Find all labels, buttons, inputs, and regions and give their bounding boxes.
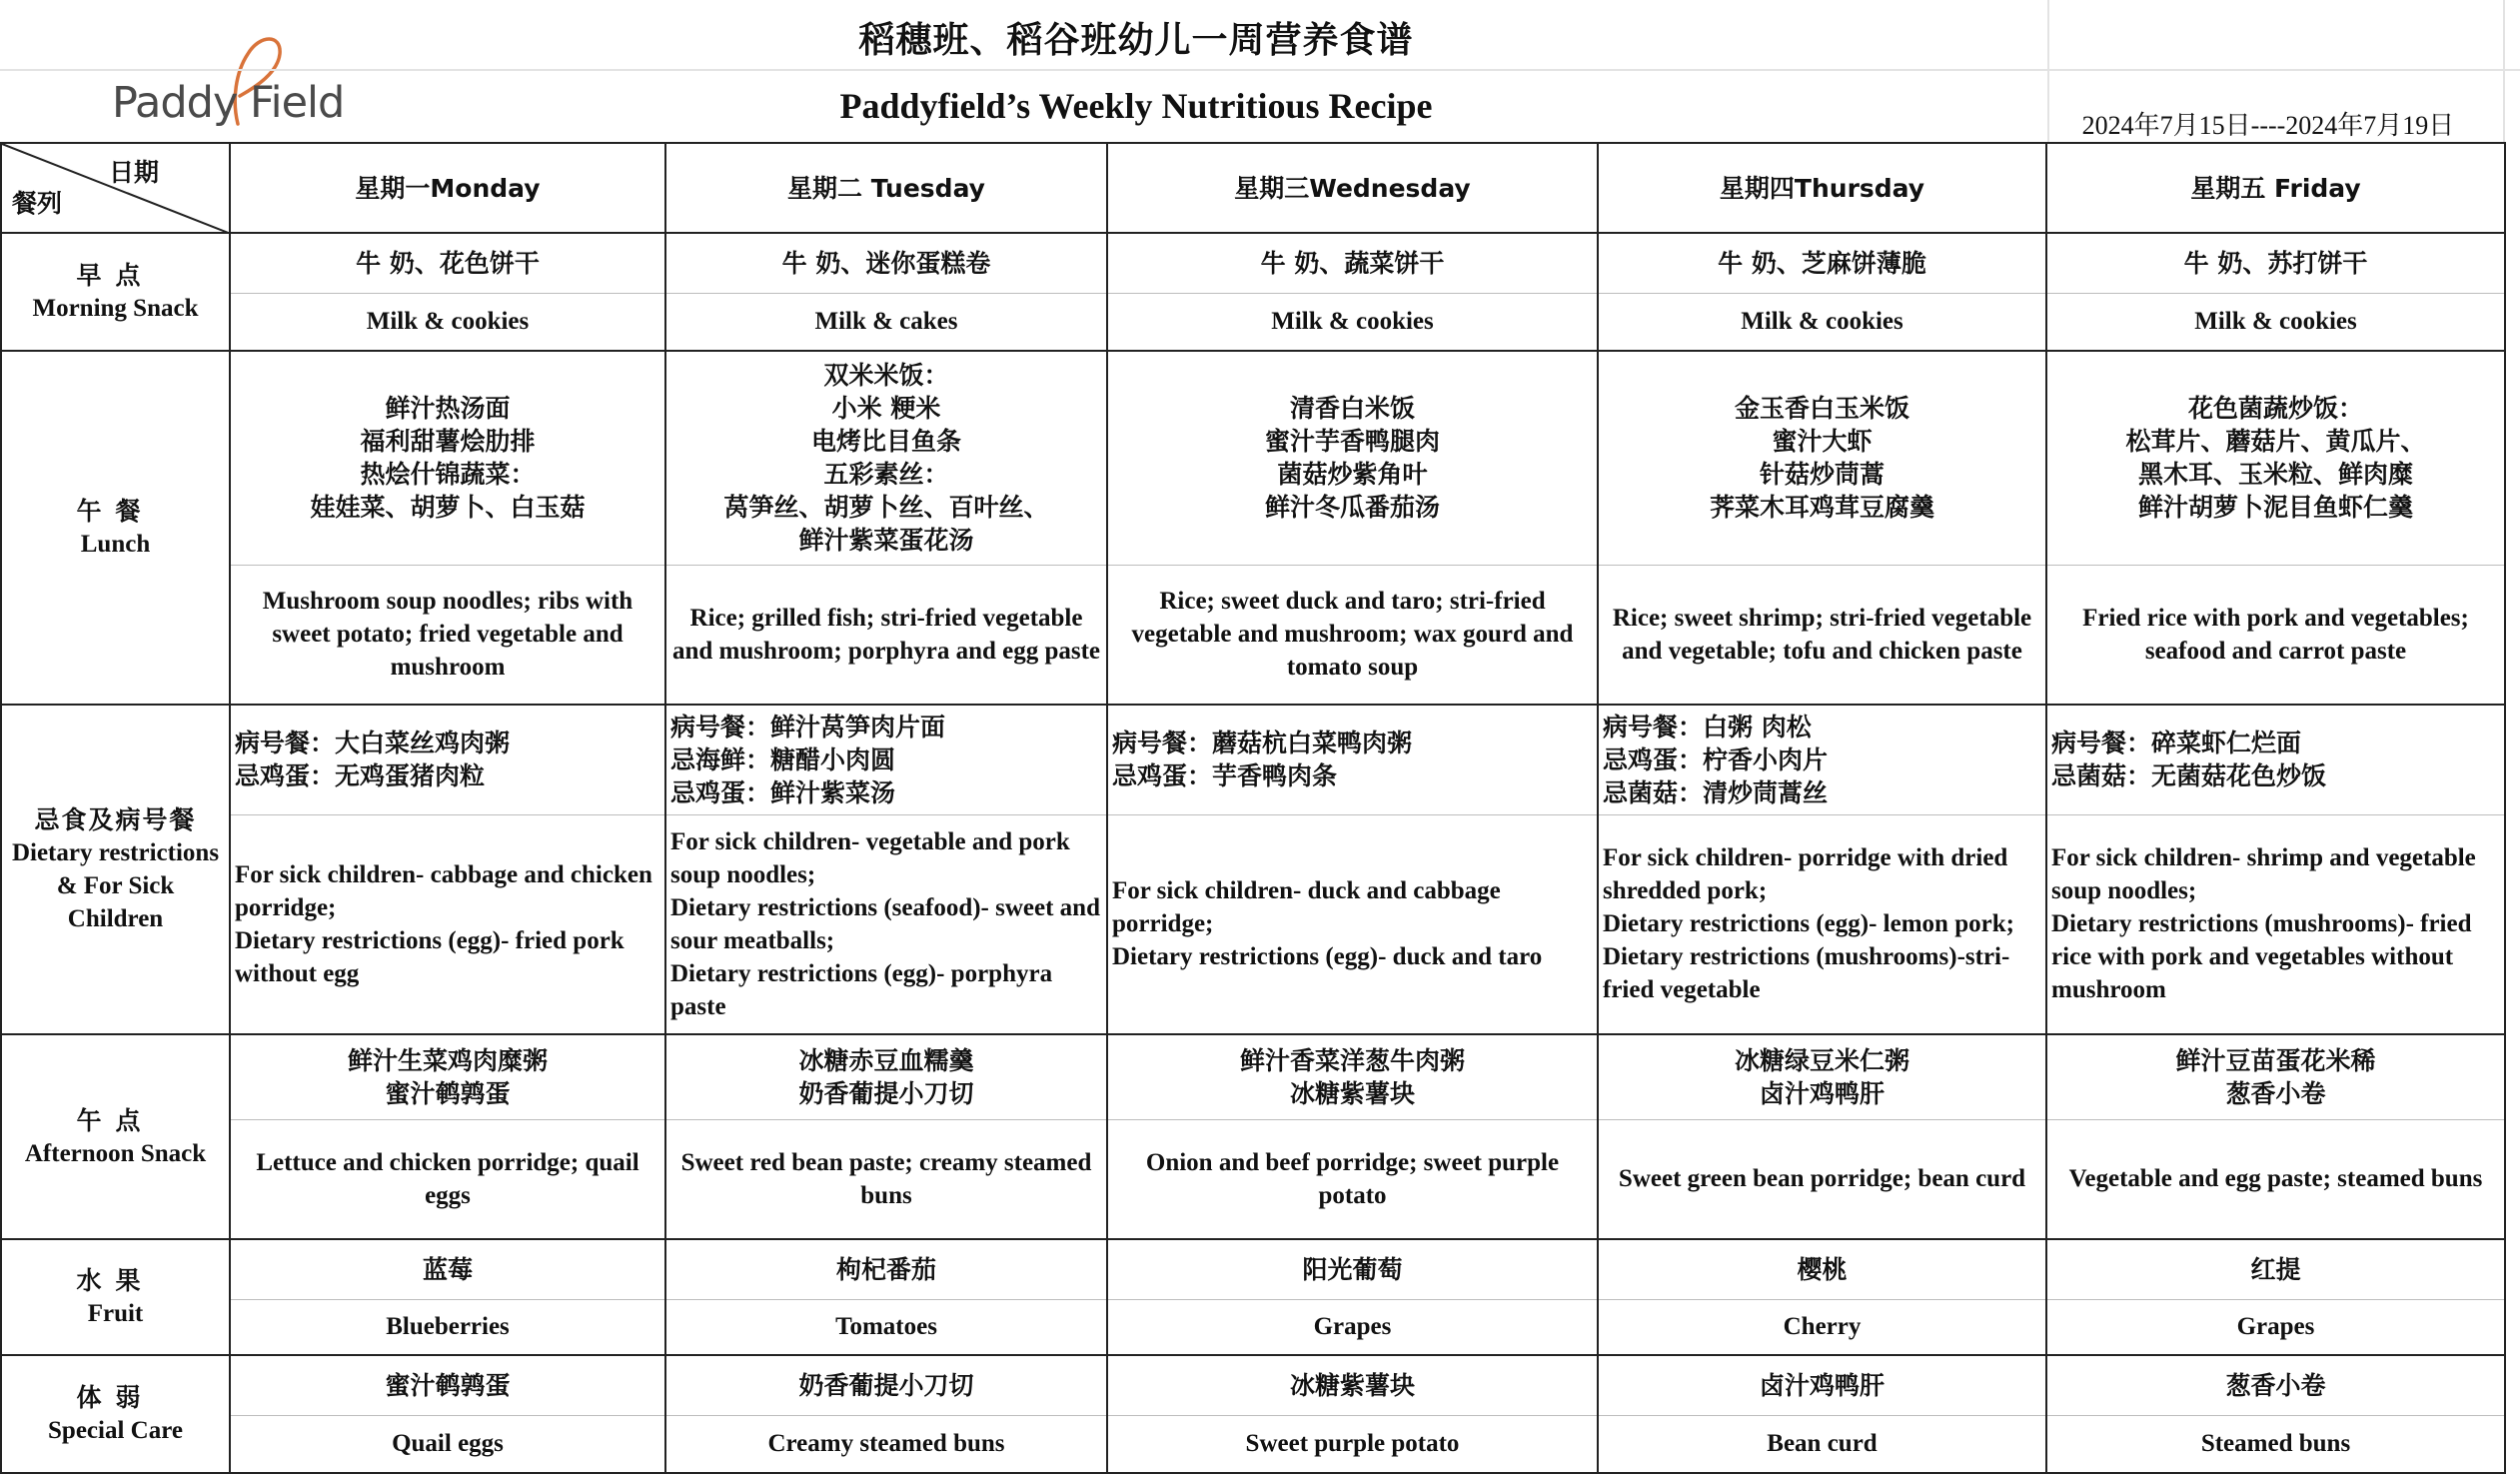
meal-label-en: Special Care (48, 1417, 183, 1444)
menu-cell: Milk & cookies (1598, 293, 2046, 351)
morning-snack-row-cn (1, 233, 2505, 293)
menu-cell: 冰糖赤豆血糯羹 奶香葡提小刀切 (665, 1034, 1107, 1119)
day-header-monday: 星期一Monday (230, 143, 665, 233)
menu-cell: Grapes (1107, 1299, 1598, 1355)
meal-label-special (1, 1355, 230, 1473)
menu-cell: 奶香葡提小刀切 (665, 1355, 1107, 1415)
meal-label-en: Dietary restrictions & For Sick Children (11, 839, 220, 932)
menu-cell: 鲜汁香菜洋葱牛肉粥 冰糖紫薯块 (1107, 1034, 1598, 1119)
logo-text: Paddy Field (112, 78, 345, 128)
meal-label-fruit (1, 1239, 230, 1355)
menu-cell: Steamed buns (2046, 1415, 2505, 1473)
lunch-row-en (1, 565, 2505, 705)
menu-cell: Bean curd (1598, 1415, 2046, 1473)
meal-label-morning (1, 233, 230, 351)
day-header-friday: 星期五 Friday (2046, 143, 2505, 233)
meal-label-en: Lunch (80, 531, 151, 558)
menu-cell: 红提 (2046, 1239, 2505, 1299)
menu-cell: For sick children- duck and cabbage porridge; Dietary restrictions (egg)- duck and taro (1107, 814, 1598, 1034)
menu-cell: Sweet purple potato (1107, 1415, 1598, 1473)
meal-label-cn: 体弱 (76, 1383, 155, 1412)
morning-snack-row-en (1, 293, 2505, 351)
document-header (0, 0, 2520, 142)
menu-cell: 牛 奶、苏打饼干 (2046, 233, 2505, 293)
meal-label-en: Afternoon Snack (24, 1139, 207, 1167)
menu-cell: Vegetable and egg paste; steamed buns (2046, 1119, 2505, 1239)
meal-label-cn: 午餐 (76, 497, 155, 526)
meal-label-cn: 忌食及病号餐 (34, 805, 197, 834)
menu-cell: Sweet red bean paste; creamy steamed buns (665, 1119, 1107, 1239)
meal-label-cn: 午点 (76, 1105, 155, 1135)
day-header-thursday: 星期四Thursday (1598, 143, 2046, 233)
menu-cell: Milk & cookies (2046, 293, 2505, 351)
menu-cell: Grapes (2046, 1299, 2505, 1355)
menu-cell: Blueberries (230, 1299, 665, 1355)
menu-cell: 鲜汁生菜鸡肉糜粥 蜜汁鹌鹑蛋 (230, 1034, 665, 1119)
menu-cell: For sick children- cabbage and chicken porridge; Dietary restrictions (egg)- fried pork without egg (230, 814, 665, 1034)
menu-cell: Creamy steamed buns (665, 1415, 1107, 1473)
menu-cell: Milk & cookies (230, 293, 665, 351)
menu-cell: 病号餐：鲜汁莴笋肉片面 忌海鲜：糖醋小肉圆 忌鸡蛋：鲜汁紫菜汤 (665, 705, 1107, 814)
menu-cell: 樱桃 (1598, 1239, 2046, 1299)
meal-label-dietary (1, 705, 230, 1034)
menu-cell: 葱香小卷 (2046, 1355, 2505, 1415)
menu-cell: 牛 奶、蔬菜饼干 (1107, 233, 1598, 293)
day-header-tuesday: 星期二 Tuesday (665, 143, 1107, 233)
meal-label-en: Morning Snack (32, 295, 199, 322)
meal-label-afternoon (1, 1034, 230, 1239)
menu-cell: 病号餐：蘑菇杭白菜鸭肉粥 忌鸡蛋：芋香鸭肉条 (1107, 705, 1598, 814)
menu-cell: For sick children- vegetable and pork soup noodles; Dietary restrictions (seafood)- sweet and sour meatballs; Dietary restrictions (egg)- porphyra paste (665, 814, 1107, 1034)
menu-cell: 双米米饭： 小米 粳米 电烤比目鱼条 五彩素丝： 莴笋丝、胡萝卜丝、百叶丝、 鲜汁紫菜蛋花汤 (665, 351, 1107, 565)
menu-cell: 枸杞番茄 (665, 1239, 1107, 1299)
menu-cell: Tomatoes (665, 1299, 1107, 1355)
menu-cell: 牛 奶、迷你蛋糕卷 (665, 233, 1107, 293)
special-care-row-cn (1, 1355, 2505, 1415)
lunch-row-cn (1, 351, 2505, 565)
menu-cell: 金玉香白玉米饭 蜜汁大虾 针菇炒茼蒿 荠菜木耳鸡茸豆腐羹 (1598, 351, 2046, 565)
menu-cell: For sick children- shrimp and vegetable soup noodles; Dietary restrictions (mushrooms)- fried rice with pork and vegetables without mushroom (2046, 814, 2505, 1034)
menu-cell: 病号餐：碎菜虾仁烂面 忌菌菇：无菌菇花色炒饭 (2046, 705, 2505, 814)
menu-cell: 病号餐：白粥 肉松 忌鸡蛋：柠香小肉片 忌菌菇：清炒茼蒿丝 (1598, 705, 2046, 814)
menu-cell: Milk & cookies (1107, 293, 1598, 351)
menu-cell: For sick children- porridge with dried shredded pork; Dietary restrictions (egg)- lemon pork; Dietary restrictions (mushrooms)-stri-fried vegetable (1598, 814, 2046, 1034)
menu-cell: 病号餐：大白菜丝鸡肉粥 忌鸡蛋：无鸡蛋猪肉粒 (230, 705, 665, 814)
dietary-row-cn (1, 705, 2505, 814)
date-range: 2024年7月15日----2024年7月19日 (2081, 111, 2455, 140)
meal-label-en: Fruit (87, 1300, 144, 1327)
title-chinese: 稻穗班、稻谷班幼儿一周营养食谱 (858, 20, 1414, 61)
meal-label-lunch (1, 351, 230, 705)
special-care-row-en (1, 1415, 2505, 1473)
menu-cell: Onion and beef porridge; sweet purple potato (1107, 1119, 1598, 1239)
menu-cell: 鲜汁豆苗蛋花米稀 葱香小卷 (2046, 1034, 2505, 1119)
menu-cell: 清香白米饭 蜜汁芋香鸭腿肉 菌菇炒紫角叶 鲜汁冬瓜番茄汤 (1107, 351, 1598, 565)
weekly-menu-table (0, 142, 2506, 1474)
menu-cell: Rice; grilled fish; stri-fried vegetable and mushroom; porphyra and egg paste (665, 565, 1107, 705)
afternoon-snack-row-en (1, 1119, 2505, 1239)
menu-cell: 冰糖紫薯块 (1107, 1355, 1598, 1415)
title-english: Paddyfield’s Weekly Nutritious Recipe (839, 86, 1433, 126)
menu-cell: 蜜汁鹌鹑蛋 (230, 1355, 665, 1415)
menu-cell: Cherry (1598, 1299, 2046, 1355)
fruit-row-en (1, 1299, 2505, 1355)
menu-cell: 花色菌蔬炒饭： 松茸片、蘑菇片、黄瓜片、 黑木耳、玉米粒、鲜肉糜 鲜汁胡萝卜泥目鱼虾仁羹 (2046, 351, 2505, 565)
corner-label-meal: 餐列 (12, 189, 63, 218)
menu-cell: Rice; sweet shrimp; stri-fried vegetable and vegetable; tofu and chicken paste (1598, 565, 2046, 705)
menu-cell: Sweet green bean porridge; bean curd (1598, 1119, 2046, 1239)
meal-label-cn: 水果 (76, 1266, 155, 1295)
menu-cell: Fried rice with pork and vegetables; seafood and carrot paste (2046, 565, 2505, 705)
menu-cell: Milk & cakes (665, 293, 1107, 351)
menu-cell: Lettuce and chicken porridge; quail eggs (230, 1119, 665, 1239)
menu-cell: 蓝莓 (230, 1239, 665, 1299)
afternoon-snack-row-cn (1, 1034, 2505, 1119)
day-header-wednesday: 星期三Wednesday (1107, 143, 1598, 233)
menu-cell: Mushroom soup noodles; ribs with sweet potato; fried vegetable and mushroom (230, 565, 665, 705)
corner-header-cell (1, 143, 230, 233)
meal-label-cn: 早点 (76, 261, 155, 290)
day-header-row (1, 143, 2505, 233)
menu-cell: Rice; sweet duck and taro; stri-fried vegetable and mushroom; wax gourd and tomato soup (1107, 565, 1598, 705)
menu-cell: 冰糖绿豆米仁粥 卤汁鸡鸭肝 (1598, 1034, 2046, 1119)
menu-cell: Quail eggs (230, 1415, 665, 1473)
menu-cell: 牛 奶、芝麻饼薄脆 (1598, 233, 2046, 293)
menu-cell: 牛 奶、花色饼干 (230, 233, 665, 293)
dietary-row-en (1, 814, 2505, 1034)
menu-cell: 鲜汁热汤面 福利甜薯烩肋排 热烩什锦蔬菜： 娃娃菜、胡萝卜、白玉菇 (230, 351, 665, 565)
corner-label-date: 日期 (108, 158, 159, 187)
menu-cell: 卤汁鸡鸭肝 (1598, 1355, 2046, 1415)
fruit-row-cn (1, 1239, 2505, 1299)
menu-cell: 阳光葡萄 (1107, 1239, 1598, 1299)
